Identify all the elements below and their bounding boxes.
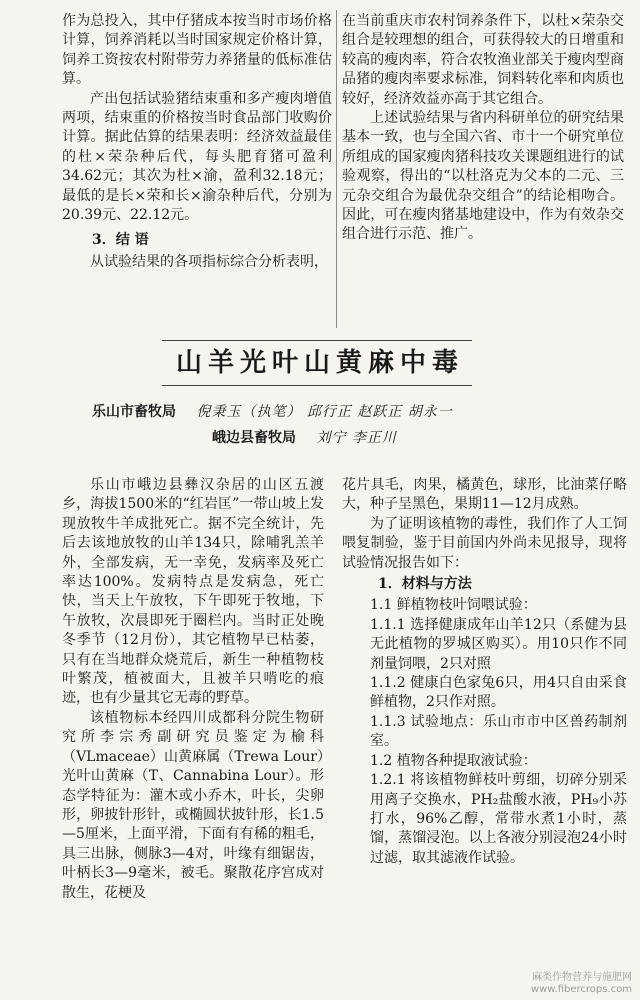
organization-name: 峨边县畜牧局 [212,430,296,446]
top-left-column [62,12,332,272]
watermark-url: www.fibercrops.com [530,984,632,995]
paragraph: 从试验结果的各项指标综合分析表明， [90,253,328,270]
paragraph: 作为总投入，其中仔猪成本按当时市场价格计算，饲养消耗以当时国家规定价格计算，饲养工资按农村附带劳力养猪量的低标准估算。 [62,13,332,88]
bottom-right-column [342,476,627,868]
section-heading: 1．材料与方法 [378,576,472,593]
column-divider [336,10,337,328]
paragraph: 上述试验结果与省内科研单位的研究结果基本一致，也与全国六省、市十一个研究单位所组成的国家瘦肉猪科技攻关课题组进行的试验观察，得出的“以杜洛克为父本的二元、三元杂交组合为最优杂交组合”的结论相吻合。因此，可在瘦肉猪基地建设中，作为有效杂交组合进行示范、推广。 [342,110,624,243]
article-title-block [0,342,640,379]
list-item: 1.1.3 试验地点：乐山市市中区兽药制剂室。 [370,713,627,750]
byline-1 [92,403,453,421]
organization-name: 乐山市畜牧局 [92,404,176,420]
list-item: 1.1.1 选择健康成年山羊12只（系健为县无此植物的罗城区购买）。用10只作不同剂量饲喂，2只对照 [370,616,627,672]
byline-2 [212,429,397,447]
paragraph: 在当前重庆市农村饲养条件下，以杜×荣杂交组合是较理想的组合，可获得较大的日增重和较高的瘦肉率，符合农牧渔业部关于瘦肉型商品猪的瘦肉率要求标准，饲料转化率和肉质也较好，经济效益亦高于其它组合。 [342,13,624,107]
paragraph: 为了证明该植物的毒性，我们作了人工饲喂复制验，鉴于目前国内外尚未见报导，现将试验情况报告如下： [342,515,627,571]
author-names: 刘宁 李正川 [316,430,397,446]
list-item: 1.1.2 健康白色家兔6只，用4只自由采食鲜植物，2只作对照。 [370,675,627,711]
paragraph: 花片具毛，肉果，橘黄色，球形，比油菜仔略大，种子呈黑色，果期11—12月成熟。 [342,477,627,513]
subsection-heading: 1.1 鲜植物枝叶饲喂试验： [370,597,537,614]
list-item: 1.2.1 将该植物鲜枝叶剪细，切碎分别采用离子交换水，PH₂盐酸水液，PH₉小苏打水，96%乙醇，常带水煮1小时，蒸馏，蒸馏浸泡。以上各液分别浸泡24小时过滤，取其滤液作试验。 [370,772,627,866]
author-names: 倪秉玉（执笔） 邱行正 赵跃正 胡永一 [196,404,453,420]
subsection-heading: 1.2 植物各种提取液试验： [370,752,537,769]
top-right-column [342,12,624,245]
paragraph: 产出包括试验猪结束重和多产瘦肉增值两项，结束重的价格按当时食品部门收购价计算。据此估算的结果表明：经济效益最佳的杜×荣杂种后代，每头肥育猪可盈利34.62元；其次为杜×渝，盈利32.18元；最低的是长×荣和长×渝杂种后代，分别为20.39元、22.12元。 [62,90,332,224]
title-rule-bottom [162,385,472,386]
paragraph: 乐山市峨边县彝汉杂居的山区五渡乡，海拔1500米的“红岩匡”一带山坡上发现放牧牛羊成批死亡。据不完全统计，先后去该地放牧的山羊134只，除哺乳羔羊外，全部发病，无一幸免，发病率及死亡率达100%。发病特点是发病急，死亡快，当天上午放牧，下午即死于牧地，下午放牧，次晨即死于圈栏内。当时正处晚冬季节（12月份），其它植物早已枯萎，只有在当地群众烧荒后，新生一种植物枝叶繁茂，植被面大，且被羊只啃吃的痕迹，也有少量其它无毒的野草。 [62,477,324,707]
site-watermark [531,972,632,996]
paragraph: 该植物标本经四川成都科分院生物研究所李宗秀副研究员鉴定为榆科（VLmaceae）山黄麻属（Trewa Lour）光叶山黄麻（T、Cannabina Lour）。形态学特征为：灌木或小乔木，叶长，尖卵形，卵披针形针，或椭圆状披针形，长1.5—5厘米，上面平滑，下面有有稀的粗毛，具三出脉，侧脉3—4对，叶缘有细锯齿，叶柄长3—9毫米，被毛。聚散花序宫成对散生，花梗及 [62,709,324,901]
bottom-left-column [62,476,324,903]
watermark-title: 麻类作物营养与施肥网 [532,972,632,983]
section-heading: 3．结 语 [92,232,149,249]
article-title: 山羊光叶山黄麻中毒 [175,348,464,378]
title-rule-top [162,340,472,341]
